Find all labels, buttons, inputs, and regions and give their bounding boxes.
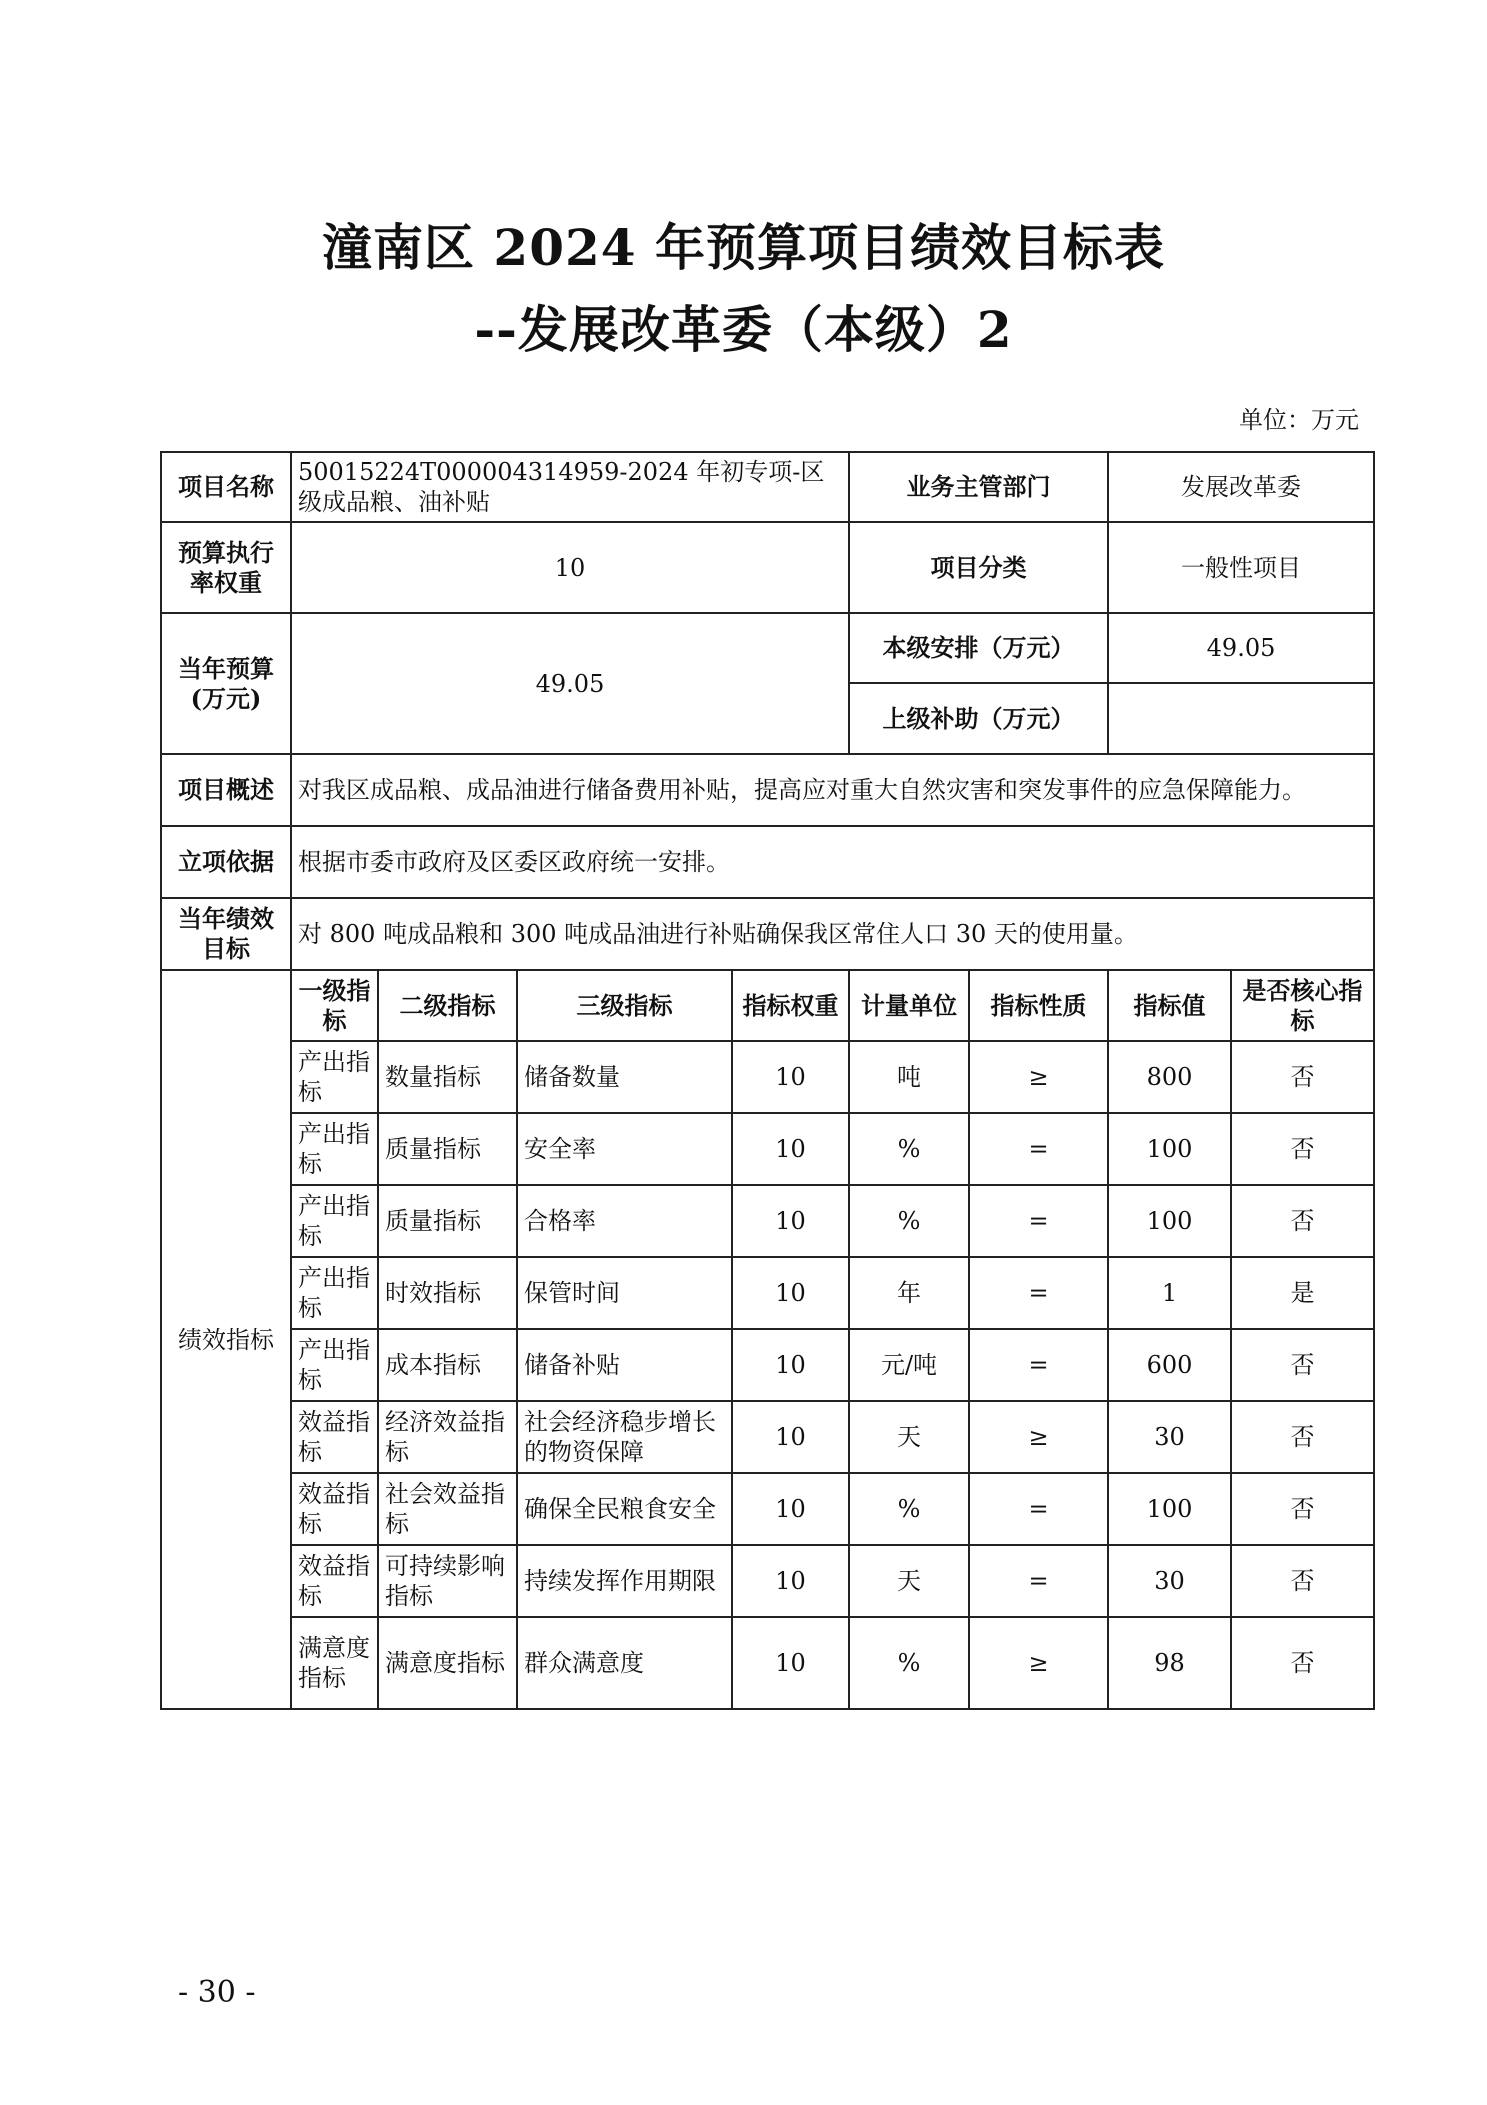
weight-cell: 10 [732, 1329, 849, 1401]
level1-cell: 效益指标 [291, 1545, 378, 1617]
unit-label: 单位：万元 [1239, 406, 1359, 434]
value-cell: 30 [1108, 1545, 1231, 1617]
table-row [161, 1401, 1374, 1473]
level2-cell: 社会效益指标 [378, 1473, 517, 1545]
page-number: - 30 - [178, 1975, 256, 2010]
value-cell: 100 [1108, 1185, 1231, 1257]
level3-cell: 持续发挥作用期限 [517, 1545, 732, 1617]
unit-cell: % [849, 1473, 969, 1545]
level1-cell: 满意度指标 [291, 1617, 378, 1709]
core-cell: 否 [1231, 1401, 1374, 1473]
performance-table [160, 451, 1373, 1710]
project-name-value: 50015224T000004314959-2024 年初专项-区级成品粮、油补贴 [291, 452, 849, 522]
core-cell: 否 [1231, 1329, 1374, 1401]
basis-label: 立项依据 [161, 826, 291, 898]
level2-cell: 满意度指标 [378, 1617, 517, 1709]
table-row [161, 1185, 1374, 1257]
dept-value: 发展改革委 [1108, 452, 1374, 522]
core-cell: 否 [1231, 1041, 1374, 1113]
unit-cell: 吨 [849, 1041, 969, 1113]
header-cell: 指标值 [1108, 970, 1231, 1041]
nature-cell: = [969, 1545, 1108, 1617]
weight-cell: 10 [732, 1401, 849, 1473]
level1-cell: 产出指标 [291, 1041, 378, 1113]
level2-cell: 经济效益指标 [378, 1401, 517, 1473]
level3-cell: 群众满意度 [517, 1617, 732, 1709]
category-value: 一般性项目 [1108, 522, 1374, 613]
nature-cell: = [969, 1329, 1108, 1401]
header-cell: 一级指标 [291, 970, 378, 1041]
unit-cell: 年 [849, 1257, 969, 1329]
goal-label: 当年绩效目标 [161, 898, 291, 970]
table-row [161, 1473, 1374, 1545]
core-cell: 否 [1231, 1185, 1374, 1257]
upper-label: 上级补助（万元） [849, 683, 1108, 754]
summary-value: 对我区成品粮、成品油进行储备费用补贴，提高应对重大自然灾害和突发事件的应急保障能力。 [291, 754, 1374, 826]
nature-cell: ≥ [969, 1401, 1108, 1473]
nature-cell: = [969, 1257, 1108, 1329]
header-cell: 计量单位 [849, 970, 969, 1041]
budget-label: 当年预算(万元) [161, 613, 291, 754]
unit-cell: % [849, 1113, 969, 1185]
nature-cell: ≥ [969, 1041, 1108, 1113]
table-row [161, 1545, 1374, 1617]
value-cell: 600 [1108, 1329, 1231, 1401]
header-cell: 指标性质 [969, 970, 1108, 1041]
core-cell: 否 [1231, 1545, 1374, 1617]
unit-cell: 天 [849, 1401, 969, 1473]
value-cell: 100 [1108, 1113, 1231, 1185]
table-row [161, 1257, 1374, 1329]
value-cell: 800 [1108, 1041, 1231, 1113]
level2-cell: 可持续影响指标 [378, 1545, 517, 1617]
dept-label: 业务主管部门 [849, 452, 1108, 522]
level2-cell: 质量指标 [378, 1185, 517, 1257]
unit-cell: 天 [849, 1545, 969, 1617]
core-cell: 否 [1231, 1473, 1374, 1545]
page-title: 潼南区 2024 年预算项目绩效目标表 [322, 218, 1165, 277]
local-value: 49.05 [1108, 613, 1374, 683]
weight-cell: 10 [732, 1473, 849, 1545]
exec-weight-label: 预算执行率权重 [161, 522, 291, 613]
nature-cell: = [969, 1113, 1108, 1185]
nature-cell: ≥ [969, 1617, 1108, 1709]
weight-cell: 10 [732, 1041, 849, 1113]
weight-cell: 10 [732, 1617, 849, 1709]
header-cell: 三级指标 [517, 970, 732, 1041]
level1-cell: 产出指标 [291, 1113, 378, 1185]
nature-cell: = [969, 1473, 1108, 1545]
weight-cell: 10 [732, 1113, 849, 1185]
category-label: 项目分类 [849, 522, 1108, 613]
nature-cell: = [969, 1185, 1108, 1257]
header-cell: 是否核心指标 [1231, 970, 1374, 1041]
basis-value: 根据市委市政府及区委区政府统一安排。 [291, 826, 1374, 898]
project-name-label: 项目名称 [161, 452, 291, 522]
value-cell: 1 [1108, 1257, 1231, 1329]
value-cell: 100 [1108, 1473, 1231, 1545]
core-cell: 否 [1231, 1617, 1374, 1709]
core-cell: 否 [1231, 1113, 1374, 1185]
unit-cell: % [849, 1185, 969, 1257]
goal-value: 对 800 吨成品粮和 300 吨成品油进行补贴确保我区常住人口 30 天的使用量。 [291, 898, 1374, 970]
level1-cell: 产出指标 [291, 1185, 378, 1257]
local-label: 本级安排（万元） [849, 613, 1108, 683]
weight-cell: 10 [732, 1185, 849, 1257]
level1-cell: 效益指标 [291, 1473, 378, 1545]
header-cell: 指标权重 [732, 970, 849, 1041]
level2-cell: 时效指标 [378, 1257, 517, 1329]
level3-cell: 安全率 [517, 1113, 732, 1185]
level1-cell: 产出指标 [291, 1329, 378, 1401]
unit-cell: % [849, 1617, 969, 1709]
table-row [161, 1617, 1374, 1709]
table-row [161, 1329, 1374, 1401]
level2-cell: 质量指标 [378, 1113, 517, 1185]
value-cell: 98 [1108, 1617, 1231, 1709]
unit-cell: 元/吨 [849, 1329, 969, 1401]
level3-cell: 社会经济稳步增长的物资保障 [517, 1401, 732, 1473]
core-cell: 是 [1231, 1257, 1374, 1329]
level2-cell: 数量指标 [378, 1041, 517, 1113]
level1-cell: 产出指标 [291, 1257, 378, 1329]
level3-cell: 储备补贴 [517, 1329, 732, 1401]
table-row [161, 1041, 1374, 1113]
exec-weight-value: 10 [291, 522, 849, 613]
level3-cell: 合格率 [517, 1185, 732, 1257]
level2-cell: 成本指标 [378, 1329, 517, 1401]
level1-cell: 效益指标 [291, 1401, 378, 1473]
value-cell: 30 [1108, 1401, 1231, 1473]
page-subtitle: --发展改革委（本级）2 [474, 300, 1013, 359]
indicators-section-label: 绩效指标 [161, 970, 291, 1709]
level3-cell: 储备数量 [517, 1041, 732, 1113]
header-cell: 二级指标 [378, 970, 517, 1041]
table-row [161, 1113, 1374, 1185]
budget-value: 49.05 [291, 613, 849, 754]
upper-value [1108, 683, 1374, 754]
weight-cell: 10 [732, 1257, 849, 1329]
weight-cell: 10 [732, 1545, 849, 1617]
level3-cell: 保管时间 [517, 1257, 732, 1329]
level3-cell: 确保全民粮食安全 [517, 1473, 732, 1545]
summary-label: 项目概述 [161, 754, 291, 826]
